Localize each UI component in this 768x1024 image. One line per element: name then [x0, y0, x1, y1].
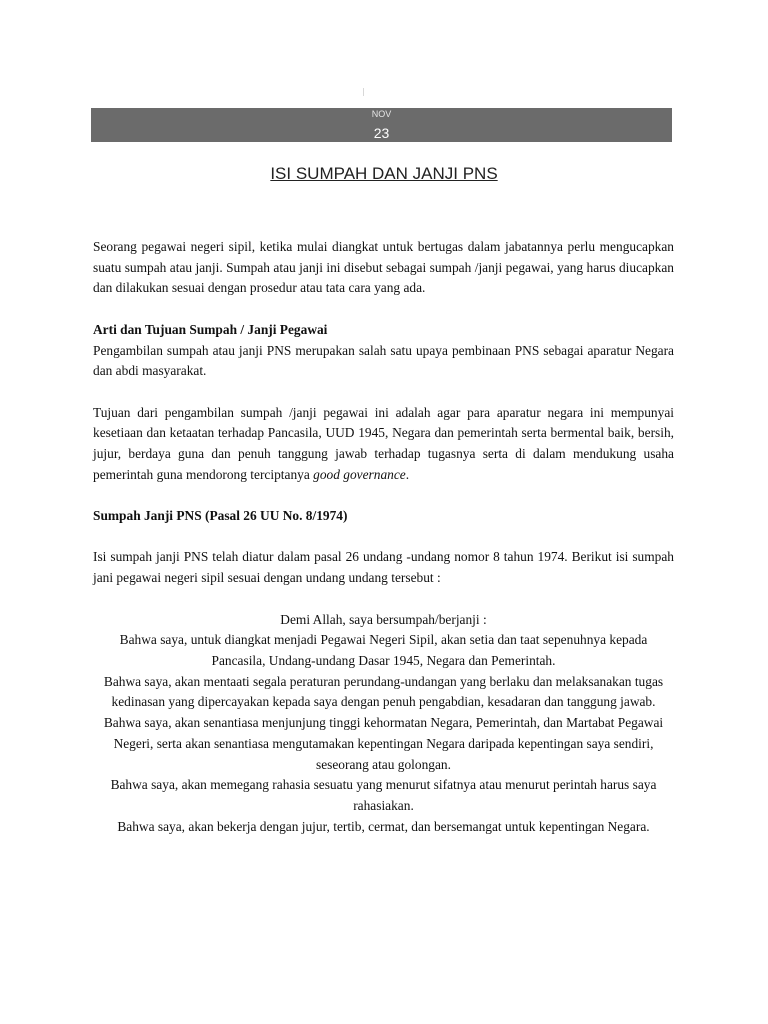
section-heading-arti-tujuan: Arti dan Tujuan Sumpah / Janji Pegawai: [93, 321, 328, 337]
page-title: ISI SUMPAH DAN JANJI PNS: [270, 164, 498, 183]
section1-paragraph-2-text: Tujuan dari pengambilan sumpah /janji pegawai ini adalah agar para aparatur negara ini mempunyai kesetiaan dan ketaatan terhadap Pancasila, UUD 1945, Negara dan pemerintah serta bermental baik, bersih, jujur, berdaya guna dan penuh tanggung jawab terhadap tugasnya serta di dalam mendukung usaha pemerintah guna mendorong terciptanya: [93, 404, 674, 482]
good-governance-term: good governance: [313, 466, 406, 482]
date-day: 23: [373, 125, 390, 141]
oath-opening: Demi Allah, saya bersumpah/berjanji :: [280, 611, 487, 627]
section2-paragraph: Isi sumpah janji PNS telah diatur dalam pasal 26 undang -undang nomor 8 tahun 1974. Berikut isi sumpah jani pegawai negeri sipil sesuai dengan undang undang tersebut :: [93, 549, 674, 586]
decorative-tick: [363, 88, 364, 96]
oath-item-1: Bahwa saya, untuk diangkat menjadi Pegawai Negeri Sipil, akan setia dan taat sepenuhnya kepada Pancasila, Undang-undang Dasar 1945, Negara dan Pemerintah.: [119, 632, 648, 668]
oath-item-4: Bahwa saya, akan memegang rahasia sesuatu yang menurut sifatnya atau menurut perintah harus saya rahasiakan.: [110, 777, 657, 813]
document-body: [93, 237, 674, 837]
section-heading-sumpah-janji: Sumpah Janji PNS (Pasal 26 UU No. 8/1974): [93, 508, 348, 524]
oath-item-3: Bahwa saya, akan senantiasa menjunjung tinggi kehormatan Negara, Pemerintah, dan Martabat Pegawai Negeri, serta akan senantiasa mengutamakan kepentingan Negara daripada kepentingan saya sendiri, seseorang atau golongan.: [103, 715, 664, 772]
section1-paragraph-1: Pengambilan sumpah atau janji PNS merupakan salah satu upaya pembinaan PNS sebagai aparatur Negara dan abdi masyarakat.: [93, 342, 674, 379]
intro-paragraph: Seorang pegawai negeri sipil, ketika mulai diangkat untuk bertugas dalam jabatannya perlu mengucapkan suatu sumpah atau janji. Sumpah atau janji ini disebut sebagai sumpah /janji pegawai, yang harus diucapkan dan dilakukan sesuai dengan prosedur atau tata cara yang ada.: [93, 239, 674, 296]
oath-item-2: Bahwa saya, akan mentaati segala peraturan perundang-undangan yang berlaku dan melaksanakan tugas kedinasan yang dipercayakan kepada saya dengan penuh pengabdian, kesadaran dan tanggung jawab.: [103, 673, 664, 710]
section1-paragraph-2-end: .: [405, 466, 410, 482]
section1-paragraph-2: [93, 403, 674, 486]
oath-item-5: Bahwa saya, akan bekerja dengan jujur, tertib, cermat, dan bersemangat untuk kepentingan Negara.: [117, 818, 650, 834]
date-month: NOV: [371, 109, 392, 119]
date-banner: [91, 108, 672, 142]
